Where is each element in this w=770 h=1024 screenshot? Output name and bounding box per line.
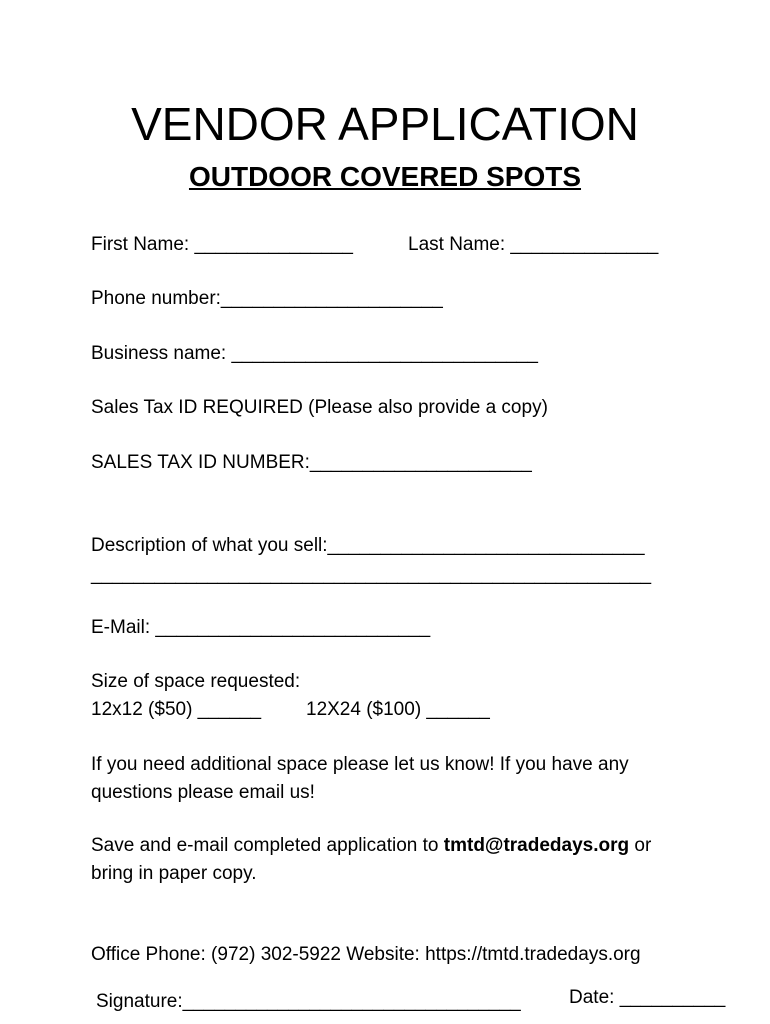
first-name-field[interactable]: First Name: _______________ (91, 234, 353, 255)
space-size-label: Size of space requested: (91, 671, 301, 692)
signature-field[interactable]: Signature:________________________________ (96, 991, 521, 1012)
office-contact: Office Phone: (972) 302-5922 Website: https://tmtd.tradedays.org (91, 944, 641, 965)
description-field-line2[interactable]: _____________________________________________________ (91, 564, 652, 585)
submit-prefix: Save and e-mail completed application to (91, 835, 444, 856)
description-field[interactable]: Description of what you sell:______________________________ (91, 535, 645, 556)
submit-suffix: or bring in paper copy. (91, 835, 652, 884)
page-title: VENDOR APPLICATION (131, 98, 639, 150)
email-field[interactable]: E-Mail: __________________________ (91, 617, 431, 638)
space-option-12x12[interactable]: 12x12 ($50) ______ (91, 699, 262, 720)
sales-tax-id-field[interactable]: SALES TAX ID NUMBER:_____________________ (91, 452, 532, 473)
date-field[interactable]: Date: __________ (569, 987, 726, 1008)
additional-space-note: If you need additional space please let us know! If you have any questions please email us! (91, 754, 629, 803)
last-name-field[interactable]: Last Name: ______________ (408, 234, 659, 255)
sales-tax-note: Sales Tax ID REQUIRED (Please also provide a copy) (91, 397, 548, 418)
page-subtitle: OUTDOOR COVERED SPOTS (188, 161, 582, 192)
space-option-12x24[interactable]: 12X24 ($100) ______ (306, 699, 490, 720)
business-name-field[interactable]: Business name: _____________________________ (91, 343, 538, 364)
submit-instructions (91, 832, 691, 888)
phone-field[interactable]: Phone number:_____________________ (91, 288, 443, 309)
submit-email-link[interactable]: tmtd@tradedays.org (443, 835, 630, 856)
